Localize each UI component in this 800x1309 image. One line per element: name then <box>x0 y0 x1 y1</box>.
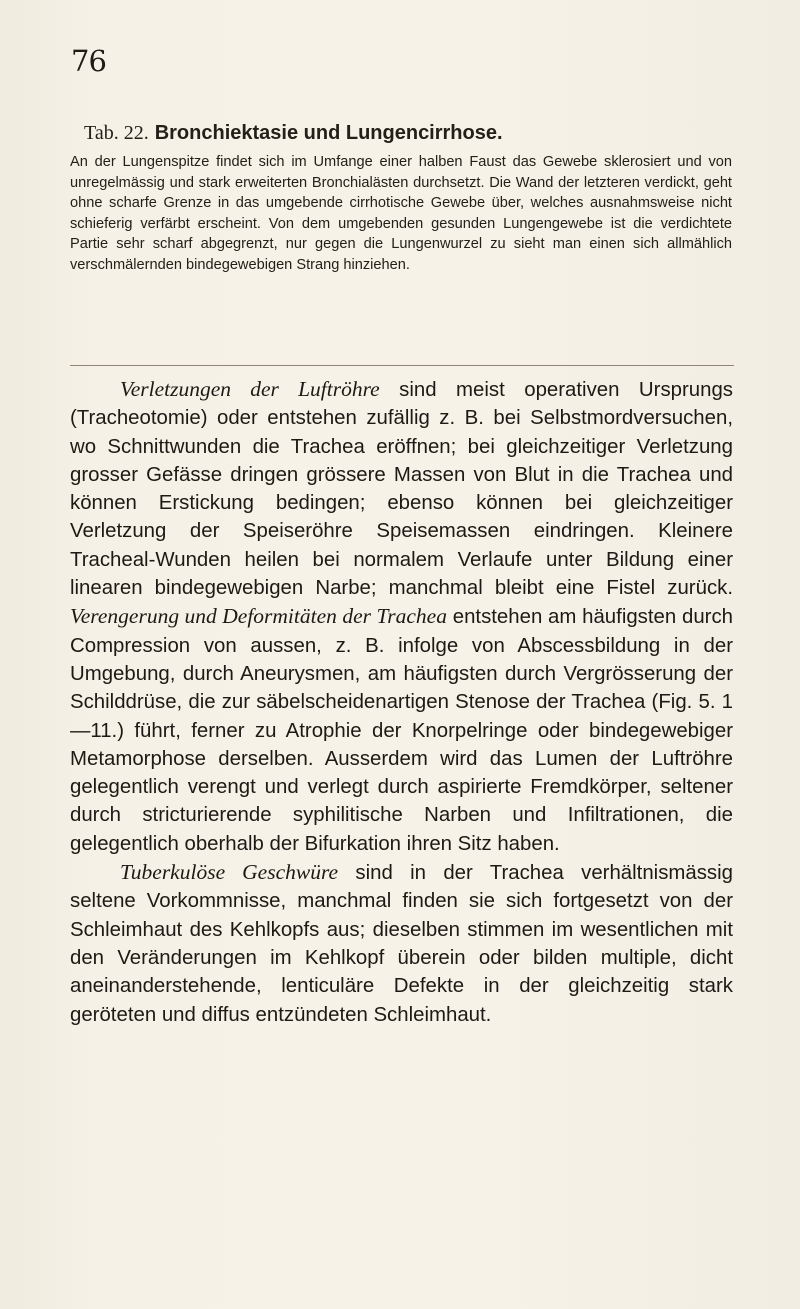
paragraph-text: sind in der Trachea verhältnismässig seltene Vorkommnisse, manchmal finden sie sich fortgesetzt von der Schleimhaut des Kehlkopfs aus; dieselben stimmen im wesentlichen mit den Veränderungen im Kehlkopf überein oder bilden multiple, dicht aneinanderstehende, lenticuläre Defekte in der gleichzeitig stark geröteten und diffus entzündeten Schleimhaut. <box>70 862 733 1026</box>
plate-label: Tab. 22. <box>84 122 149 144</box>
caption-divider <box>70 365 734 366</box>
emphasis-term: Verengerung und Deformitäten der Trachea <box>70 604 447 629</box>
body-text <box>70 375 733 1029</box>
paragraph-text: entstehen am häufigsten durch Compression von aussen, z. B. infolge von Abscessbildung in der Umgebung, durch Aneurysmen, am häufigsten durch Vergrösserung der Schilddrüse, die zur säbelscheidenartigen Stenose der Trachea (Fig. 5. 1—11.) führt, ferner zu Atrophie der Knorpelringe oder bindegewebiger Metamorphose derselben. Ausserdem wird das Lumen der Luftröhre gelegentlich verengt und verlegt durch aspirierte Fremdkörper, seltener durch stricturierende syphilitische Narben und Infiltrationen, die gelegentlich oberhalb der Bifurkation ihren Sitz haben. <box>70 606 733 855</box>
page-number: 76 <box>71 44 106 78</box>
paragraph <box>70 375 733 858</box>
caption-title <box>70 120 732 146</box>
paragraph <box>70 858 733 1029</box>
plate-caption <box>70 120 732 276</box>
emphasis-term: Verletzungen der Luftröhre <box>120 377 380 401</box>
paragraph-text: sind meist operativen Ursprungs (Tracheotomie) oder entstehen zufällig z. B. bei Selbstmordversuchen, wo Schnittwunden die Trachea eröffnen; bei gleichzeitiger Verletzung grosser Gefässe dringen grössere Massen von Blut in die Trachea und können Erstickung bedingen; ebenso können bei gleichzeitiger Verletzung der Speiseröhre Speisemassen eindringen. Kleinere Tracheal-Wunden heilen bei normalem Verlaufe unter Bildung einer linearen bindegewebigen Narbe; manchmal bleibt eine Fistel zurück. <box>70 379 733 600</box>
emphasis-term: Tuberkulöse Geschwüre <box>120 860 339 885</box>
plate-heading: Bronchiektasie und Lungencirrhose. <box>154 122 503 144</box>
caption-body: An der Lungenspitze findet sich im Umfange einer halben Faust das Gewebe sklerosiert und von unregelmässig und stark erweiterten Bronchialästen durchsetzt. Die Wand der letzteren verdickt, geht ohne scharfe Grenze in das umgebende cirrhotische Gewebe über, welches ausnahmsweise nicht schieferig verfärbt erscheint. Von dem umgebenden gesunden Lungengewebe ist die verdichtete Partie sehr scharf abgegrenzt, nur gegen die Lungenwurzel zu sieht man einen sich allmählich verschmälernden bindegewebigen Strang hinziehen. <box>70 154 732 273</box>
